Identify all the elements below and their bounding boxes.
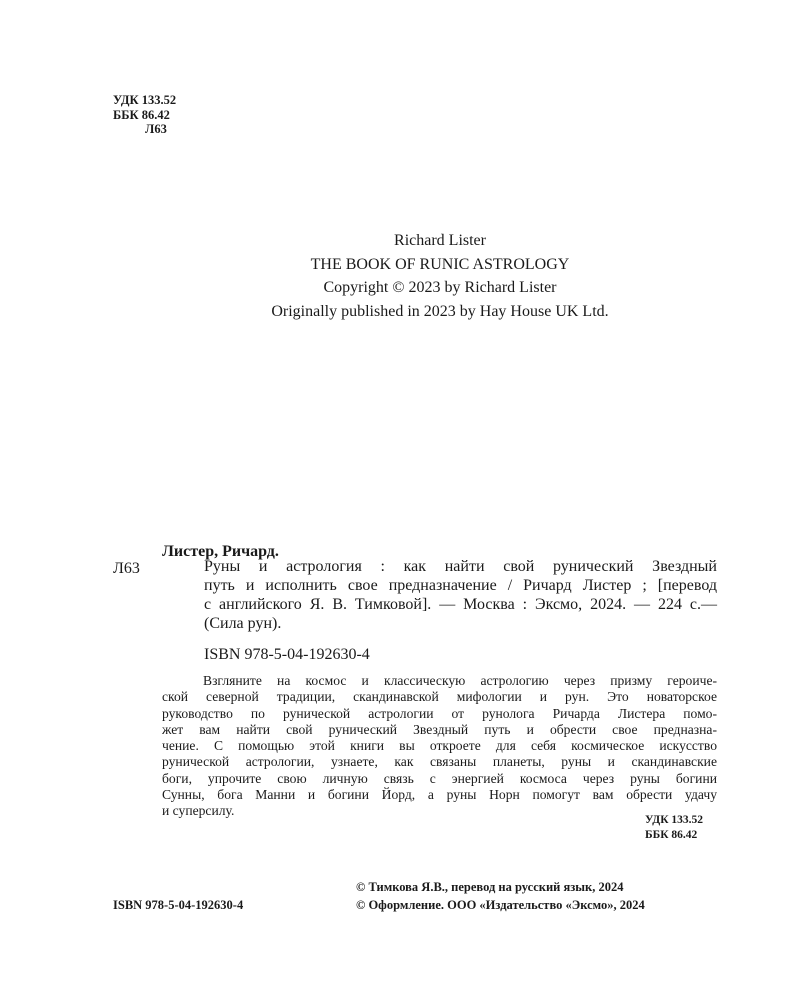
udk-code: УДК 133.52: [645, 814, 704, 826]
annotation-line: рунической астрологии, узнаете, как связаны планеты, руны и скандинавские: [162, 754, 717, 770]
udk-code: УДК 133.52: [113, 93, 177, 107]
copyright-notices: [356, 878, 718, 914]
bibliographic-description: [204, 557, 717, 633]
credit-title: THE BOOK OF RUNIC ASTROLOGY: [310, 255, 570, 273]
annotation-line: и суперсилу.: [162, 803, 235, 819]
copyright-translation: © Тимкова Я.В., перевод на русский язык, 2024: [356, 880, 624, 894]
annotation-line: ской северной традиции, скандинавской мифологии и рун. Это новаторское: [162, 689, 717, 705]
original-credits: [0, 229, 800, 323]
catalog-author-code: Л63: [113, 560, 140, 577]
classification-bottom: [645, 813, 703, 843]
footer-isbn: ISBN 978-5-04-192630-4: [113, 898, 244, 912]
credit-author: Richard Lister: [394, 232, 486, 249]
annotation-line: руководство по рунической астрологии от рунолога Ричарда Листера помо-: [162, 705, 717, 721]
bbk-code: ББК 86.42: [645, 829, 698, 841]
biblio-line: путь и исполнить свое предназначение / Ричард Листер ; [перевод: [204, 577, 717, 594]
catalog-isbn: ISBN 978-5-04-192630-4: [204, 646, 370, 663]
biblio-line: с английского Я. В. Тимковой]. — Москва : Эксмо, 2024. — 224 с.—: [204, 596, 717, 613]
annotation: [162, 673, 717, 820]
author-code: Л63: [145, 122, 167, 136]
catalog-author: Листер, Ричард.: [162, 543, 279, 560]
annotation-line: Взгляните на космос и классическую астрологию через призму героиче-: [203, 673, 717, 688]
annotation-line: жет вам найти свой рунический Звездный путь и обрести свое предназна-: [162, 721, 717, 737]
copyright-design: © Оформление. ООО «Издательство «Эксмо», 2024: [356, 898, 645, 912]
credit-publisher: Originally published in 2023 by Hay House UK Ltd.: [271, 302, 609, 320]
annotation-line: чение. С помощью этой книги вы откроете для себя космическое искусство: [162, 738, 717, 754]
bbk-code: ББК 86.42: [113, 107, 170, 122]
biblio-line: Руны и астрология : как найти свой рунический Звездный: [204, 558, 717, 575]
credit-copyright: Copyright © 2023 by Richard Lister: [323, 279, 557, 296]
annotation-line: Сунны, бога Манни и богини Йорд, а руны Норн помогут вам обрести удачу: [162, 787, 717, 803]
biblio-line: (Сила рун).: [204, 615, 282, 632]
annotation-line: боги, упрочите свою личную связь с энергией космоса через руны богини: [162, 770, 717, 786]
classification-top: [113, 93, 176, 137]
